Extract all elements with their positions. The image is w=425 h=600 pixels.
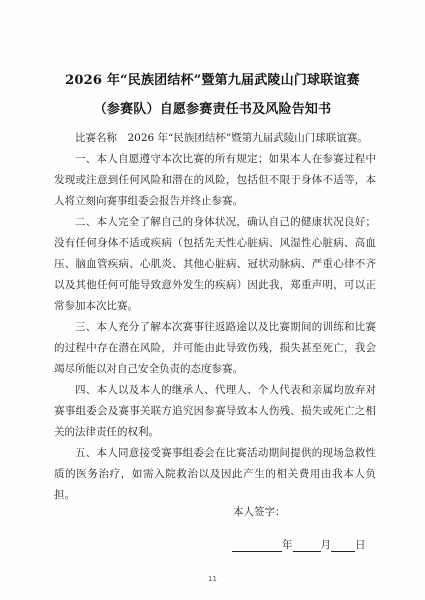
- document-body: [54, 128, 376, 506]
- clause-2-paragraph: 二、本人完全了解自己的身体状况，确认自己的健康状况良好；没有任何身体不适或疾病（包括先天性心脏病、风湿性心脏病、高血压、脑血管疾病、心肌炎、其他心脏病、冠状动脉病、严重心律不齐以及其他任何可能导致意外发生的疾病）因此我，郑重声明，可以正常参加本次比赛。: [54, 216, 376, 312]
- competition-name-paragraph: 比赛名称 2026 年“民族团结杯”暨第九届武陵山门球联谊赛。: [75, 132, 368, 144]
- year-label: 年: [282, 539, 293, 551]
- month-label: 月: [320, 539, 331, 551]
- clause-1-paragraph: 一、本人自愿遵守本次比赛的所有规定；如果本人在参赛过程中发现或注意到任何风险和潜在的风险，包括但不限于身体不适等，本人将立刻向赛事组委会报告并终止参赛。: [54, 153, 376, 207]
- signature-label: 本人签字：: [233, 506, 286, 518]
- year-blank: [232, 539, 282, 552]
- clause-5-paragraph: 五、本人同意接受赛事组委会在比赛活动期间提供的现场急救性质的医务治疗，如需入院救治以及因此产生的相关费用由我本人负担。: [54, 447, 376, 501]
- day-blank: [331, 539, 355, 552]
- document-title-line2: （参赛队）自愿参赛责任书及风险告知书: [93, 102, 332, 117]
- day-label: 日: [355, 539, 366, 551]
- clause-3-paragraph: 三、本人充分了解本次赛事往返路途以及比赛期间的训练和比赛的过程中存在潜在风险，并可能由此导致伤残，损失甚至死亡，我会竭尽所能以对自己安全负责的态度参赛。: [54, 321, 376, 375]
- clause-4-paragraph: 四、本人以及本人的继承人、代理人、个人代表和亲属均放弃对赛事组委会及赛事关联方追究因参赛导致本人伤残、损失或死亡之相关的法律责任的权利。: [54, 384, 376, 438]
- date-line: [232, 538, 366, 552]
- document-title-line1: 2026 年“民族团结杯”暨第九届武陵山门球联谊赛: [65, 73, 360, 88]
- page-number: 11: [208, 575, 217, 583]
- month-blank: [293, 539, 321, 552]
